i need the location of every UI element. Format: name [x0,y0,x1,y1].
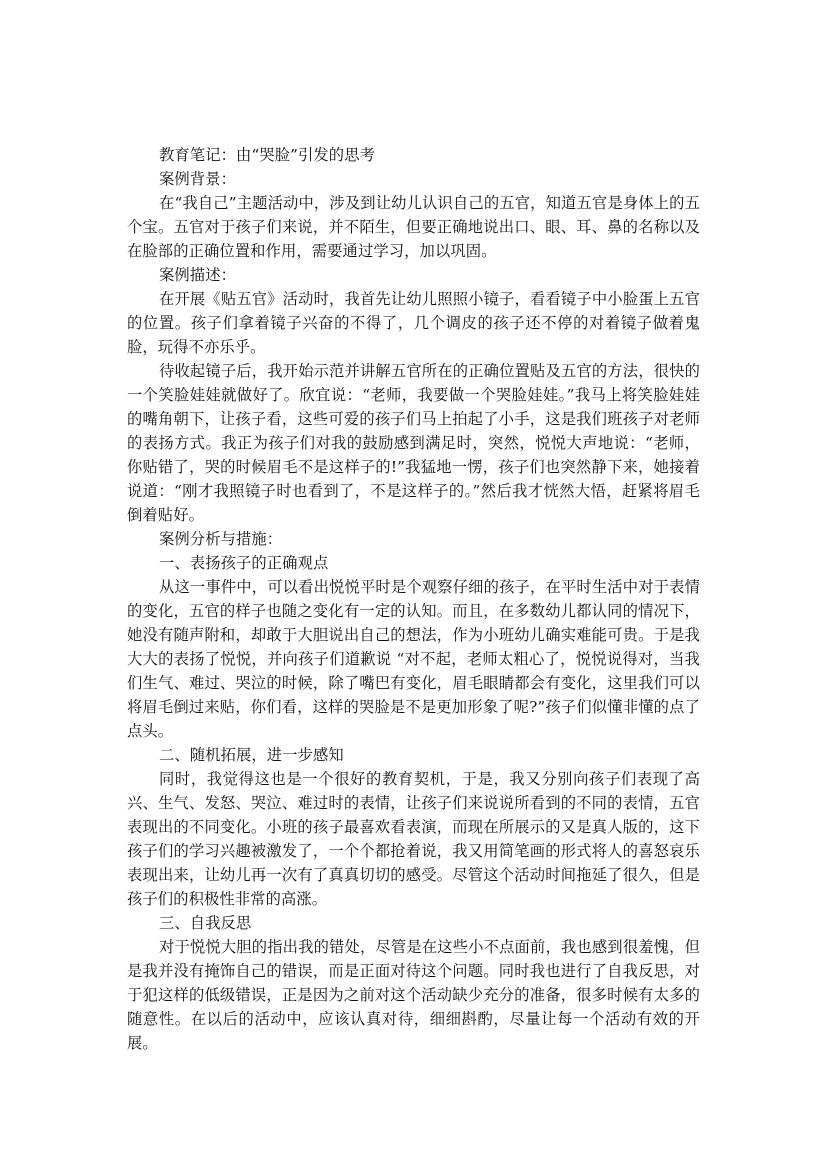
background-heading: 案例背景： [159,170,236,188]
section-2-paragraph: 同时，我觉得这也是一个很好的教育契机，于是，我又分别向孩子们表现了高兴、生气、发怒、哭泣、难过时的表情，让孩子们来说说所看到的不同的表情，五官表现出的不同变化。小班的孩子最喜欢看表演，而现在所展示的又是真人版的，这下孩子们的学习兴趣被激发了，一个个都抢着说，我又用简笔画的形式将人的喜怒哀乐表现出来，让幼儿再一次有了真真切切的感受。尽管这个活动时间拖延了很久，但是孩子们的积极性非常的高涨。 [127,770,700,908]
section-1-heading: 一、表扬孩子的正确观点 [159,554,329,572]
description-paragraph-2: 待收起镜子后，我开始示范并讲解五官所在的正确位置贴及五官的方法，很快的一个笑脸娃娃就做好了。欣宜说：“老师，我要做一个哭脸娃娃。”我马上将笑脸娃娃的嘴角朝下，让孩子看，这些可爱的孩子们马上拍起了小手，这是我们班孩子对老师的表扬方式。我正为孩子们对我的鼓励感到满足时，突然，悦悦大声地说：“老师，你贴错了，哭的时候眉毛不是这样子的!”我猛地一愣，孩子们也突然静下来，她接着说道：“刚才我照镜子时也看到了，不是这样子的。”然后我才恍然大悟，赶紧将眉毛倒着贴好。 [127,362,700,524]
section-3-heading: 三、自我反思 [159,914,252,932]
description-heading: 案例描述： [159,266,236,284]
background-paragraph: 在“我自己”主题活动中，涉及到让幼儿认识自己的五官，知道五官是身体上的五个宝。五官对于孩子们来说，并不陌生，但要正确地说出口、眼、耳、鼻的名称以及在脸部的正确位置和作用，需要通过学习，加以巩固。 [127,194,700,260]
section-3-paragraph: 对于悦悦大胆的指出我的错处，尽管是在这些小不点面前，我也感到很羞愧，但是我并没有掩饰自己的错误，而是正面对待这个问题。同时我也进行了自我反思，对于犯这样的低级错误，正是因为之前对这个活动缺少充分的准备，很多时候有太多的随意性。在以后的活动中，应该认真对待，细细斟酌，尽量让每一个活动有效的开展。 [127,938,700,1052]
description-paragraph-1: 在开展《贴五官》活动时，我首先让幼儿照照小镜子，看看镜子中小脸蛋上五官的位置。孩子们拿着镜子兴奋的不得了，几个调皮的孩子还不停的对着镜子做着鬼脸，玩得不亦乐乎。 [127,290,700,356]
section-1-paragraph: 从这一事件中，可以看出悦悦平时是个观察仔细的孩子，在平时生活中对于表情的变化，五官的样子也随之变化有一定的认知。而且，在多数幼儿都认同的情况下，她没有随声附和，却敢于大胆说出自己的想法，作为小班幼儿确实难能可贵。于是我大大的表扬了悦悦，并向孩子们道歉说 “对不起，老师太粗心了，悦悦说得对，当我们生气、难过、哭泣的时候，除了嘴巴有变化，眉毛眼睛都会有变化，这里我们可以将眉毛倒过来贴，你们看，这样的哭脸是不是更加形象了呢?”孩子们似懂非懂的点了点头。 [127,578,700,740]
section-2-heading: 二、随机拓展，进一步感知 [159,746,344,764]
document-page [127,143,700,1055]
document-title: 教育笔记：由“哭脸”引发的思考 [159,146,376,164]
analysis-heading: 案例分析与措施： [159,530,283,548]
